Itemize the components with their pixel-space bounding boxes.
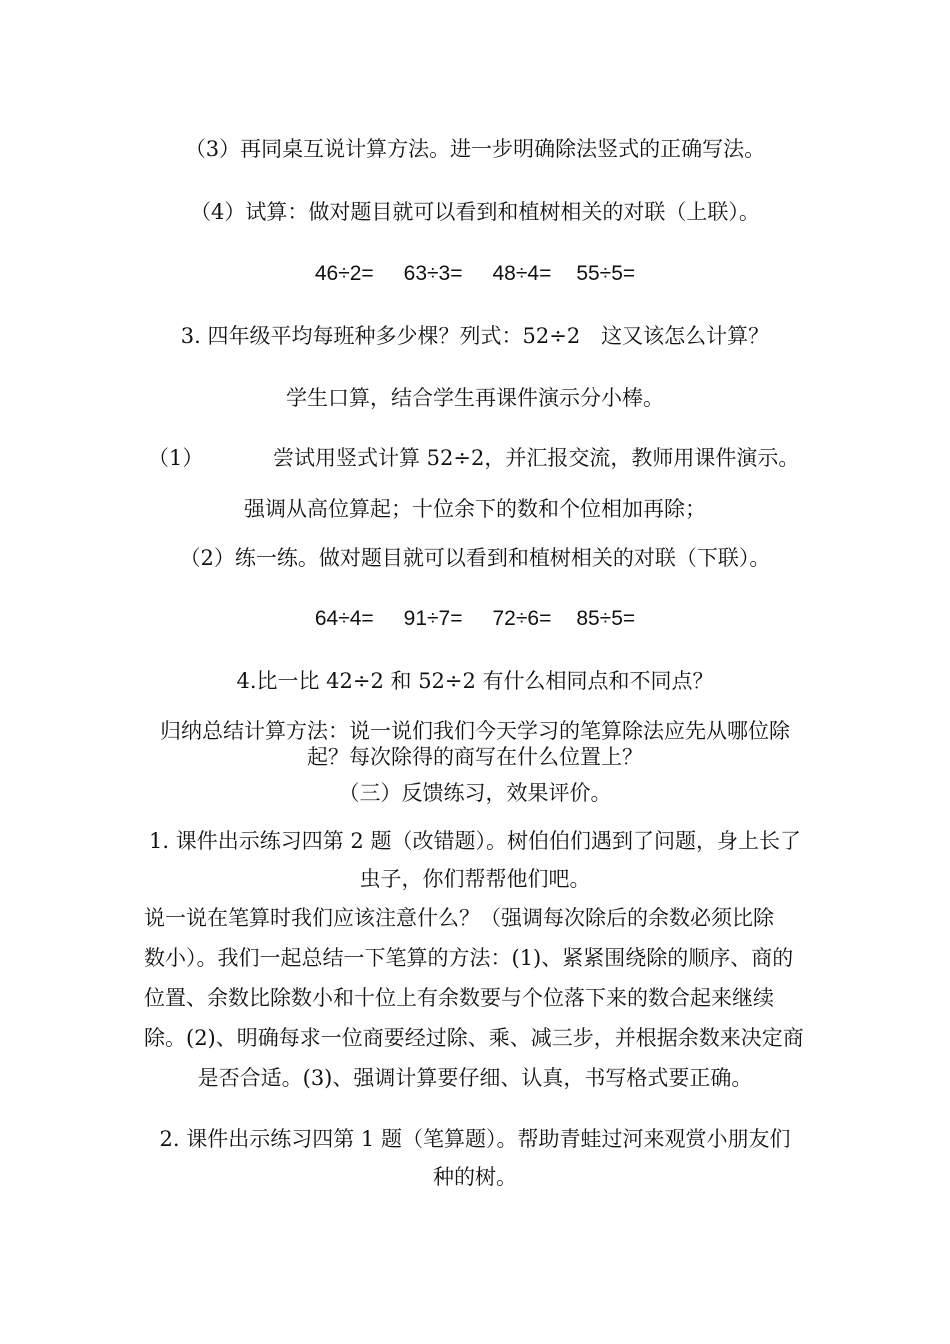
paragraph-line: 数小）。我们一起总结一下笔算的方法：(1)、紧紧围绕除的顺序、商的 — [144, 946, 794, 970]
equation: 63÷3= — [403, 262, 463, 285]
line-exercise-1a: 1. 课件出示练习四第 2 题（改错题）。树伯伯们遇到了问题，身上长了 — [149, 829, 801, 853]
line-practice: （2）练一练。做对题目就可以看到和植树相关的对联（下联）。 — [179, 546, 771, 570]
line-method-end: 是否合适。(3)、强调计算要仔细、认真，书写格式要正确。 — [197, 1066, 753, 1090]
equation: 72÷6= — [492, 607, 552, 630]
equation: 64÷4= — [314, 607, 374, 630]
item-number-1: （1） — [148, 446, 204, 470]
paragraph-method — [144, 898, 808, 1058]
line-compare: 4.比一比 42÷2 和 52÷2 有什么相同点和不同点？ — [236, 669, 714, 693]
equation-row-2 — [0, 605, 950, 633]
line-try-vertical: 尝试用竖式计算 52÷2，并汇报交流，教师用课件演示。 — [273, 446, 800, 470]
paragraph-line: 位置、余数比除数小和十位上有余数要与个位落下来的数合起来继续 — [144, 986, 774, 1010]
equation-row-1 — [0, 260, 950, 288]
equation: 91÷7= — [403, 607, 463, 630]
line-question-3: 3. 四年级平均每班种多少棵？列式：52÷2 这又该怎么计算？ — [180, 324, 770, 348]
line-exercise-2b: 种的树。 — [433, 1165, 517, 1189]
section-heading: （三）反馈练习，效果评价。 — [338, 781, 612, 805]
line-emphasis: 强调从高位算起；十位余下的数和个位相加再除； — [244, 497, 706, 521]
line-oral-calc: 学生口算，结合学生再课件演示分小棒。 — [286, 386, 664, 410]
line-summary-b: 起？每次除得的商写在什么位置上？ — [307, 745, 643, 769]
line-exercise-1b: 虫子，你们帮帮他们吧。 — [359, 867, 591, 891]
equation: 46÷2= — [314, 262, 374, 285]
equation: 48÷4= — [492, 262, 552, 285]
equation: 55÷5= — [576, 262, 636, 285]
line-step-4: （4）试算：做对题目就可以看到和植树相关的对联（上联）。 — [190, 200, 760, 224]
line-step-3: （3）再同桌互说计算方法。进一步明确除法竖式的正确写法。 — [184, 137, 766, 161]
line-exercise-2a: 2. 课件出示练习四第 1 题（笔算题）。帮助青蛙过河来观赏小朋友们 — [159, 1127, 791, 1151]
line-summary-a: 归纳总结计算方法：说一说们我们今天学习的笔算除法应先从哪位除 — [160, 719, 790, 743]
equation: 85÷5= — [576, 607, 636, 630]
paragraph-line: 除。(2)、明确每求一位商要经过除、乘、减三步，并根据余数来决定商 — [144, 1026, 804, 1050]
paragraph-line: 说一说在笔算时我们应该注意什么？（强调每次除后的余数必须比除 — [144, 906, 774, 930]
